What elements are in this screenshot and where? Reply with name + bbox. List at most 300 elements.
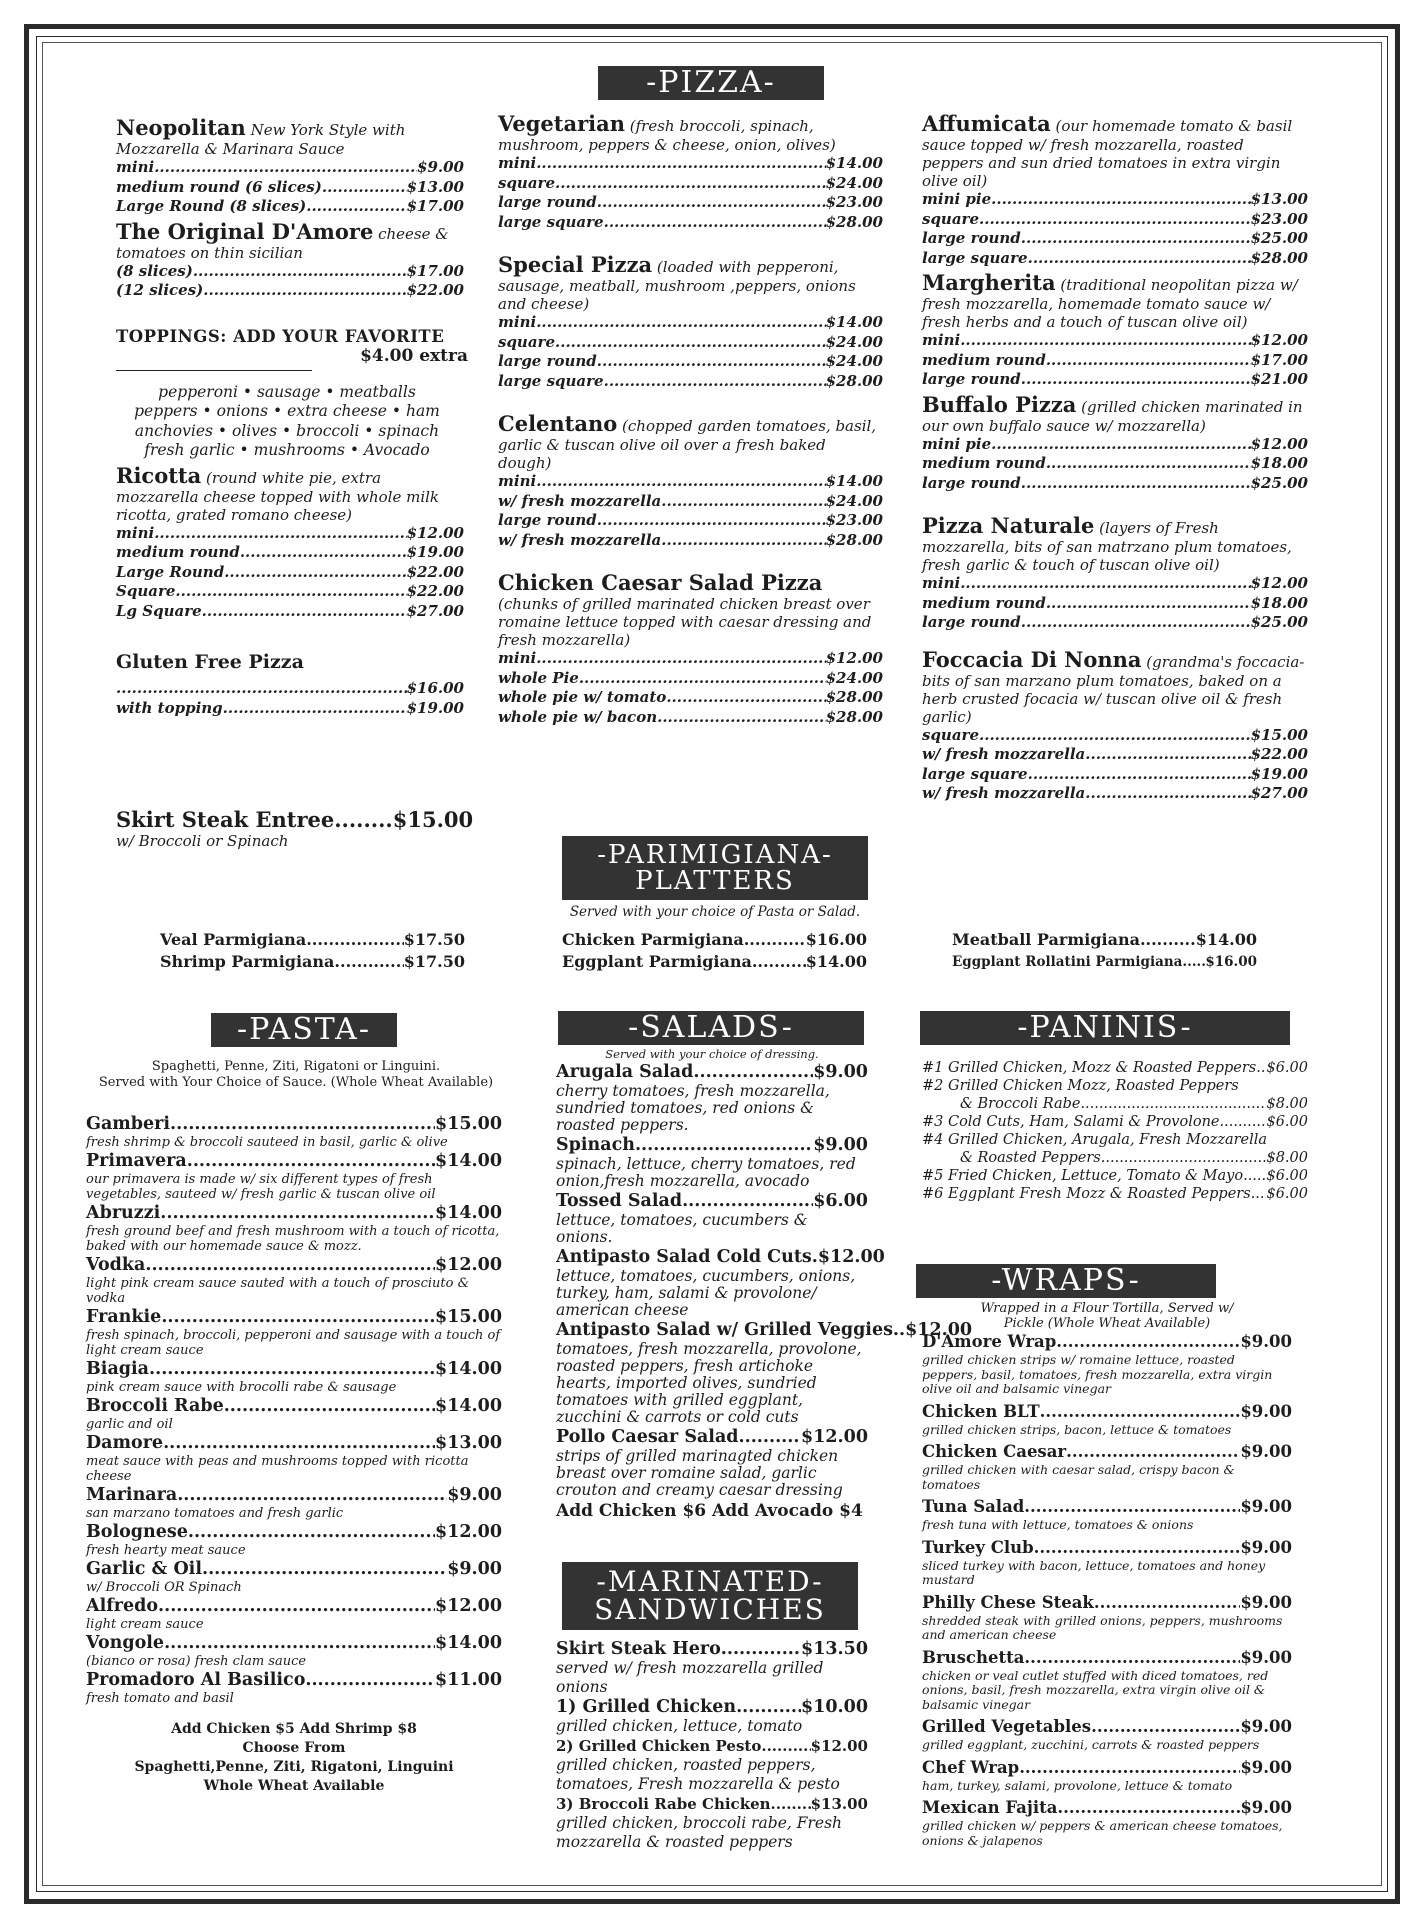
menu-item-garlic-oil: [86, 1558, 502, 1595]
price-label: D'Amore Wrap: [922, 1332, 1057, 1351]
price-label: Arugala Salad: [556, 1062, 694, 1082]
gluten-free-name: Gluten Free Pizza: [116, 651, 304, 673]
parmigiana-left-list: [160, 929, 465, 973]
menu-item-desc: grilled chicken, broccoli rabe, Fresh mozzarella & roasted peppers: [556, 1814, 843, 1851]
price-label: Primavera: [86, 1151, 187, 1171]
price: $12.00: [1250, 331, 1308, 349]
price-row: [922, 594, 1308, 614]
skirt-steak-entree: Skirt Steak Entree........$15.00 w/ Broccoli or Spinach: [116, 807, 496, 850]
dot-leader: [597, 352, 826, 372]
price-label: medium round (6 slices): [116, 177, 322, 196]
menu-item-vongole: [86, 1632, 502, 1669]
price-label: whole pie w/ bacon: [498, 707, 658, 726]
affumicata-name: Affumicata: [922, 111, 1051, 136]
price-label: #3 Cold Cuts, Ham, Salami & Provolone: [922, 1114, 1220, 1130]
pasta-footer-1: Add Chicken $5 Add Shrimp $8: [171, 1721, 417, 1737]
dot-leader: [1046, 594, 1251, 614]
price: $28.00: [825, 530, 883, 549]
menu-item-biagia: [86, 1358, 502, 1395]
dot-leader: [116, 679, 407, 699]
price: $25.00: [1250, 229, 1308, 247]
price-row: [498, 649, 883, 669]
dot-leader: [175, 582, 406, 602]
buffalo-item: [922, 392, 1308, 435]
price-label: Bruschetta: [922, 1647, 1025, 1667]
price-label: large round: [498, 193, 597, 211]
menu-item-antipasto-salad-w-grilled-veggies: [556, 1319, 973, 1426]
dot-leader: [635, 1134, 813, 1156]
price-label: medium round: [922, 350, 1046, 369]
price-row: [116, 563, 464, 583]
menu-item-tossed-salad: [556, 1190, 868, 1246]
menu-item-bruschetta: [922, 1647, 1292, 1713]
price-row: [498, 669, 883, 689]
price: $22.00: [406, 562, 464, 581]
price: $9.00: [1240, 1497, 1292, 1516]
price: $13.00: [435, 1433, 502, 1453]
price-label: Gamberi: [86, 1114, 171, 1134]
price-label: & Roasted Peppers: [960, 1150, 1101, 1166]
price-row: [922, 370, 1308, 390]
wraps-subtitle: Wrapped in a Flour Tortilla, Served w/ Pickle (Whole Wheat Available): [980, 1301, 1234, 1331]
menu-item-desc: grilled chicken strips, bacon, lettuce & tomatoes: [922, 1421, 1232, 1437]
price: $23.00: [825, 511, 883, 529]
price-label: #5 Fried Chicken, Lettuce, Tomato & Mayo: [922, 1168, 1244, 1184]
dot-leader: [1056, 1331, 1240, 1353]
menu-item-gamberi: [86, 1113, 502, 1150]
dot-leader: [597, 511, 826, 531]
price: $9.00: [1240, 1798, 1292, 1817]
panini-row: #2 Grilled Chicken Mozz, Roasted Peppers: [922, 1078, 1239, 1094]
pasta-list: [86, 1113, 502, 1796]
foccacia-name: Foccacia Di Nonna: [922, 646, 1142, 672]
pasta-banner: -PASTA-: [211, 1013, 397, 1047]
toppings-title: TOPPINGS: ADD YOUR FAVORITE: [116, 326, 445, 346]
menu-item-desc: w/ Broccoli OR Spinach: [86, 1580, 242, 1595]
price: $9.00: [813, 1062, 868, 1082]
pizza-column-3: [922, 111, 1308, 804]
price-label: Promadoro Al Basilico: [86, 1670, 306, 1690]
price: $14.00: [435, 1396, 502, 1416]
price-row: [498, 174, 883, 194]
menu-item-desc: fresh shrimp & broccoli sauteed in basil, garlic & olive: [86, 1135, 448, 1150]
parmigiana-subtitle: Served with your choice of Pasta or Salad.: [569, 904, 861, 920]
price: $9.00: [1240, 1717, 1292, 1736]
panini-row-cont: [922, 1149, 1308, 1167]
price: $14.00: [805, 952, 867, 971]
price: $13.00: [1250, 190, 1308, 208]
price: $9.00: [1240, 1401, 1292, 1421]
price: $13.50: [801, 1639, 868, 1659]
price-label: mini pie: [922, 434, 992, 453]
price-row: [498, 313, 883, 333]
price-row: [116, 602, 464, 622]
price: $6.00: [813, 1191, 868, 1211]
neopolitan-name: Neopolitan: [116, 115, 246, 140]
dot-leader: [979, 210, 1251, 230]
affumicata-prices: [922, 190, 1308, 268]
parmigiana-row: [160, 929, 465, 951]
dot-leader: [979, 726, 1251, 746]
sandwiches-list: [556, 1639, 868, 1852]
skirt-steak-price: $15.00: [392, 807, 474, 832]
menu-item-desc: light pink cream sauce sauted with a touch of prosciuto & vodka: [86, 1276, 470, 1306]
celentano-name: Celentano: [498, 411, 618, 436]
price-label: Garlic & Oil: [86, 1559, 202, 1579]
dot-leader: [536, 313, 825, 333]
menu-item-row: [556, 1134, 868, 1156]
menu-item-desc: shredded steak with grilled onions, peppers, mushrooms and american cheese: [922, 1612, 1283, 1642]
price-row: [116, 262, 464, 282]
menu-item-row: [922, 1401, 1292, 1423]
price-label: #6 Eggplant Fresh Mozz & Roasted Peppers: [922, 1186, 1251, 1202]
menu-item-desc: cherry tomatoes, fresh mozzarella, sundried tomatoes, red onions & roasted peppers.: [556, 1082, 830, 1134]
price: $28.00: [1250, 248, 1308, 267]
price-row: [922, 574, 1308, 594]
menu-item-row: [922, 1647, 1292, 1669]
price-label: with topping: [116, 698, 223, 717]
price-row: [116, 524, 464, 544]
price-label: Square: [116, 582, 176, 600]
menu-item-row: [922, 1716, 1292, 1738]
price-row: [116, 281, 464, 301]
price-label: Tossed Salad: [556, 1191, 683, 1211]
price: $24.00: [825, 173, 883, 192]
menu-item-row: [922, 1496, 1292, 1518]
menu-item-desc: lettuce, tomatoes, cucumbers & onions.: [556, 1211, 808, 1246]
dot-leader: [1243, 1167, 1266, 1185]
neopolitan-prices: [116, 158, 464, 217]
dot-leader: [1140, 929, 1196, 951]
menu-item-row: [556, 1190, 868, 1212]
price: $9.00: [1240, 1592, 1292, 1612]
price: $24.00: [825, 332, 883, 351]
dot-leader: [555, 333, 826, 353]
price-label: square: [922, 725, 980, 744]
price-label: mini: [116, 158, 155, 176]
price: $18.00: [1250, 454, 1308, 472]
dot-leader: [1085, 784, 1250, 804]
price-label: medium round: [922, 454, 1046, 472]
price: $9.00: [1240, 1332, 1292, 1351]
price-label: Eggplant Rollatini Parmigiana: [952, 954, 1183, 970]
dot-leader: [1101, 1149, 1267, 1167]
dot-leader: [1080, 1095, 1266, 1113]
menu-item-row: [556, 1061, 868, 1083]
price: $14.00: [435, 1151, 502, 1171]
price: $6.00: [1266, 1114, 1308, 1130]
menu-item-row: [86, 1669, 502, 1691]
menu-item-philly-chese-steak: [922, 1592, 1292, 1643]
menu-item-row: [86, 1202, 502, 1224]
parmigiana-banner-line2: PLATTERS: [635, 866, 795, 896]
pasta-footer: [86, 1720, 502, 1796]
pasta-footer-4: Whole Wheat Available: [203, 1778, 385, 1794]
price-row: [498, 688, 883, 708]
parmigiana-row: [562, 951, 867, 973]
price-label: Antipasto Salad w/ Grilled Veggies..: [556, 1320, 906, 1340]
menu-item-desc: chicken or veal cutlet stuffed with diced tomatoes, red onions, basil, fresh mozzarella, extra virgin olive oil & balsamic vinegar: [922, 1667, 1269, 1712]
dot-leader: [154, 158, 417, 178]
panini-row: [922, 1113, 1308, 1131]
price: $9.00: [1240, 1537, 1292, 1557]
price-label: large round: [498, 352, 597, 370]
dot-leader: [761, 1736, 810, 1756]
price: $10.00: [801, 1697, 868, 1717]
price: $8.00: [1266, 1150, 1308, 1166]
price: $23.00: [1250, 209, 1308, 228]
dot-leader: [597, 193, 826, 213]
parmigiana-banner: [562, 836, 868, 900]
buffalo-desc: (grilled chicken marinated in our own buffalo sauce w/ mozzarella): [922, 397, 1303, 435]
price: $14.00: [825, 313, 883, 331]
margherita-desc: (traditional neopolitan pizza w/ fresh mozzarella, homemade tomato sauce w/ fresh herbs and a touch of tuscan olive oil): [922, 276, 1298, 331]
price-row: [116, 699, 464, 719]
menu-item-desc: pink cream sauce with brocolli rabe & sausage: [86, 1380, 397, 1395]
toppings-rule: [116, 370, 312, 371]
vegetarian-name: Vegetarian: [498, 111, 625, 136]
dot-leader: [223, 699, 407, 719]
price: $9.00: [813, 1135, 868, 1155]
dot-leader: [224, 563, 406, 583]
price-label: Marinara: [86, 1485, 178, 1505]
price: $22.00: [1250, 745, 1308, 763]
price-row: [922, 745, 1308, 765]
toppings-list: pepperoni • sausage • meatballs peppers • onions • extra cheese • ham anchovies • olives • broccoli • spinach fresh garlic • mushrooms • Avocado: [134, 382, 440, 459]
price-label: Chef Wrap: [922, 1757, 1020, 1777]
price-row: [498, 352, 883, 372]
salads-list: [556, 1047, 973, 1521]
pizza-banner: -PIZZA-: [598, 66, 824, 100]
celentano-prices: [498, 472, 883, 550]
menu-item-row: [922, 1537, 1292, 1559]
price: $24.00: [825, 668, 883, 687]
menu-item-desc: grilled chicken strips w/ romaine lettuce, roasted peppers, basil, tomatoes, fresh mozzarella, extra virgin olive oil and balsamic vinegar: [922, 1352, 1273, 1396]
dot-leader: [657, 708, 825, 728]
menu-item-row: [86, 1150, 502, 1172]
menu-item-row: [922, 1331, 1292, 1353]
price: $12.00: [406, 523, 464, 542]
affumicata-item: [922, 111, 1308, 190]
gluten-free-prices: [116, 679, 464, 718]
price-row: [498, 511, 883, 531]
dot-leader: [163, 1432, 435, 1454]
dot-leader: [193, 262, 407, 282]
margherita-name: Margherita: [922, 270, 1056, 295]
price: $12.00: [1250, 434, 1308, 453]
dot-leader: [536, 649, 825, 669]
dot-leader: [1028, 249, 1251, 269]
price: $14.00: [825, 154, 883, 172]
sandwiches-banner-line2: SANDWICHES: [594, 1593, 826, 1626]
price-row: [498, 213, 883, 233]
dot-leader: [145, 1254, 435, 1276]
price: $17.50: [403, 930, 465, 949]
price: $27.00: [406, 601, 464, 620]
menu-item-chef-wrap: [922, 1757, 1292, 1794]
price-label: Vodka: [86, 1255, 146, 1275]
ricotta-prices: [116, 524, 464, 622]
menu-item-1-grilled-chicken: [556, 1697, 868, 1736]
menu-item-row: [556, 1736, 868, 1756]
menu-item-primavera: [86, 1150, 502, 1202]
menu-item-desc: spinach, lettuce, cherry tomatoes, red onion,fresh mozzarella, avocado: [556, 1155, 856, 1190]
menu-item-damore: [86, 1432, 502, 1484]
pasta-subtitle-2: Served with Your Choice of Sauce. (Whole Wheat Available): [98, 1075, 494, 1090]
price-label: Eggplant Parmigiana: [562, 952, 752, 971]
price: $25.00: [1250, 473, 1308, 492]
toppings-price: $4.00 extra: [360, 345, 468, 366]
menu-item-desc: fresh tuna with lettuce, tomatoes & onions: [922, 1517, 1194, 1532]
price-label: Lg Square: [116, 601, 202, 620]
menu-item-turkey-club: [922, 1537, 1292, 1588]
dot-leader: [149, 1358, 435, 1380]
price: $16.00: [805, 930, 867, 949]
dot-leader: [1028, 765, 1251, 785]
menu-item-chicken-blt: [922, 1401, 1292, 1438]
price-row: [498, 531, 883, 551]
menu-item-3-broccoli-rabe-chicken: [556, 1794, 868, 1852]
price-label: Chicken Parmigiana: [562, 930, 744, 949]
panini-row: [922, 1185, 1308, 1203]
price: $12.00: [435, 1522, 502, 1542]
price-label: w/ fresh mozzarella: [922, 784, 1086, 802]
price: $25.00: [1250, 613, 1308, 631]
price: $6.00: [1266, 1060, 1308, 1076]
price-label: 2) Grilled Chicken Pesto: [556, 1737, 762, 1755]
buffalo-prices: [922, 435, 1308, 494]
price-label: Antipasto Salad Cold Cuts.: [556, 1247, 818, 1267]
menu-item-desc: our primavera is made w/ six different types of fresh vegetables, sauteed w/ fresh garlic & tuscan olive oil: [86, 1172, 436, 1202]
price: $18.00: [1250, 593, 1308, 612]
dot-leader: [1019, 1757, 1240, 1779]
menu-item-desc: ham, turkey, salami, provolone, lettuce & tomato: [922, 1777, 1233, 1793]
price-label: (8 slices): [116, 261, 193, 280]
price-row: [116, 197, 464, 217]
price-label: Grilled Vegetables: [922, 1717, 1092, 1736]
menu-item-pollo-caesar-salad: [556, 1426, 868, 1499]
dot-leader: [240, 543, 407, 563]
price-label: mini: [922, 574, 961, 592]
menu-item-desc: fresh hearty meat sauce: [86, 1543, 246, 1558]
menu-item-desc: strips of grilled marinagted chicken breast over romaine salad, garlic crouton and creamy caesar dressing: [556, 1447, 843, 1499]
price-label: Bolognese: [86, 1522, 188, 1542]
menu-item-row: [86, 1395, 502, 1417]
dot-leader: [322, 178, 407, 198]
menu-item-row: [86, 1358, 502, 1380]
chicken-caesar-pizza-name: Chicken Caesar Salad Pizza: [498, 570, 823, 595]
pasta-footer-3: Spaghetti,Penne, Ziti, Rigatoni, Linguini: [134, 1759, 454, 1775]
price: $28.00: [825, 707, 883, 726]
price-row: [498, 492, 883, 512]
pasta-footer-2: Choose From: [242, 1740, 346, 1756]
price-label: large square: [922, 764, 1028, 783]
margherita-prices: [922, 331, 1308, 390]
price-row: [498, 472, 883, 492]
wraps-list: [922, 1301, 1292, 1852]
parmigiana-banner-line1: -PARIMIGIANA-: [597, 840, 833, 870]
price-label: mini: [498, 154, 537, 172]
price-label: Pollo Caesar Salad: [556, 1427, 739, 1447]
dot-leader: [1091, 1716, 1240, 1738]
price-label: #1 Grilled Chicken, Mozz & Roasted Peppers: [922, 1060, 1257, 1076]
salads-subtitle: Served with your choice of dressing.: [605, 1047, 819, 1061]
menu-item-row: [922, 1797, 1292, 1819]
naturale-desc: (layers of Fresh mozzarella, bits of san matrzano plum tomatoes, fresh garlic & touch of tuscan olive oil): [922, 519, 1292, 574]
dot-leader: [744, 929, 806, 951]
menu-item-row: [86, 1254, 502, 1276]
menu-item-row: [86, 1113, 502, 1135]
price: $24.00: [825, 491, 883, 510]
ricotta-name: Ricotta: [116, 462, 202, 488]
buffalo-name: Buffalo Pizza: [922, 391, 1077, 417]
menu-item-row: [86, 1484, 502, 1506]
menu-item-row: [86, 1595, 502, 1617]
price: $22.00: [406, 281, 464, 299]
price: $15.00: [435, 1307, 502, 1327]
dot-leader: [170, 1113, 435, 1135]
price-label: square: [498, 173, 556, 192]
dot-leader: [203, 281, 406, 301]
menu-item-row: [86, 1558, 502, 1580]
neopolitan-desc: New York Style with Mozzarella & Marinara Sauce: [116, 121, 406, 158]
dot-leader: [991, 190, 1250, 210]
dot-leader: [579, 669, 826, 689]
price-row: [116, 543, 464, 563]
dot-leader: [164, 1632, 435, 1654]
dot-leader: [739, 1426, 801, 1448]
price: $14.00: [1195, 930, 1257, 949]
price-label: large round: [922, 229, 1021, 247]
original-item: [116, 219, 464, 262]
dot-leader: [960, 331, 1250, 351]
price-label: large square: [498, 371, 604, 390]
panini-row: [922, 1167, 1308, 1185]
dot-leader: [202, 1558, 447, 1580]
price: $12.00: [810, 1737, 868, 1755]
vegetarian-item: [498, 111, 883, 154]
dot-leader: [1021, 229, 1251, 249]
price-label: large round: [922, 473, 1021, 492]
dot-leader: [334, 951, 403, 973]
price-label: Tuna Salad: [922, 1497, 1025, 1516]
price: $19.00: [1250, 764, 1308, 783]
price-label: whole pie w/ tomato: [498, 688, 667, 706]
menu-item-row: [556, 1697, 868, 1717]
price-row: [922, 765, 1308, 785]
menu-item-desc: meat sauce with peas and mushrooms topped with ricotta cheese: [86, 1454, 469, 1484]
pasta-subtitle: [86, 1059, 506, 1091]
price-row: [116, 158, 464, 178]
wraps-banner: -WRAPS-: [916, 1264, 1216, 1298]
menu-item-alfredo: [86, 1595, 502, 1632]
menu-item-row: [556, 1426, 868, 1448]
price: $9.00: [1240, 1647, 1292, 1667]
menu-item-row: [86, 1306, 502, 1328]
price-row: [498, 333, 883, 353]
dot-leader: [1034, 1537, 1241, 1559]
parmigiana-row: [952, 951, 1257, 973]
price-row: [922, 454, 1308, 474]
original-name: The Original D'Amore: [116, 218, 374, 244]
menu-item-grilled-vegetables: [922, 1716, 1292, 1753]
dot-leader: [177, 1484, 447, 1506]
dot-leader: [721, 1639, 801, 1659]
dot-leader: [154, 524, 406, 544]
parmigiana-row: [160, 951, 465, 973]
price: $12.00: [801, 1427, 868, 1447]
price: $6.00: [1266, 1168, 1308, 1184]
